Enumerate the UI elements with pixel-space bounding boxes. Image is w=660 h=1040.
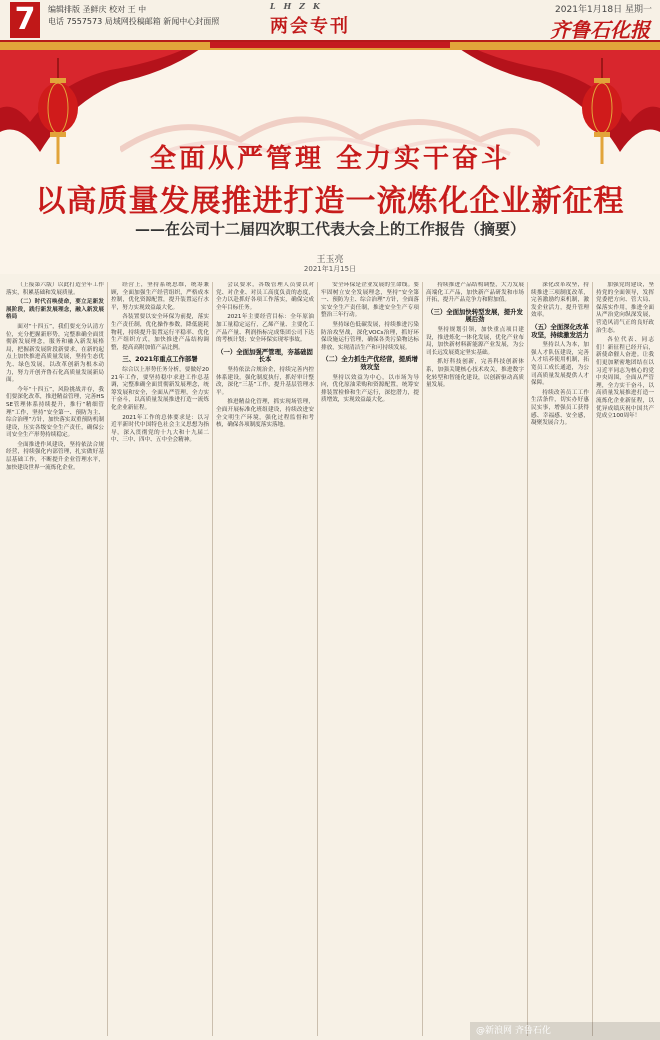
article-column-6 — [531, 282, 589, 1036]
article-column-4 — [321, 282, 419, 1036]
article-column-5 — [426, 282, 524, 1036]
paragraph: 2021年主要经营目标：全年原油加工量稳定运行，乙烯产量、主要化工产品产量、利润指标完成集团公司下达的考核计划；安全环保实现零事故。 — [216, 314, 314, 344]
paragraph: 综合以上形势任务分析，要做好2021年工作，要坚持稳中求进工作总基调，完整准确全面贯彻新发展理念，统筹发展和安全，全面从严管理，全力实干奋斗，以高质量发展推进打造一流炼化企业新征程。 — [111, 366, 209, 411]
paragraph: 坚持绿色低碳发展，持续推进污染防治攻坚战，深化VOCs治理，抓好环保设施运行管理，确保各类污染物达标排放，实现清洁生产和可持续发展。 — [321, 321, 419, 351]
column-divider — [317, 282, 318, 1036]
headline-subtitle: ——在公司十二届四次职工代表大会上的工作报告（摘要） — [134, 220, 525, 238]
section-heading: （一）全面加强严管理，夯基础固长本 — [217, 347, 313, 364]
column-divider — [422, 282, 423, 1036]
headline-secondary: 以高质量发展推进打造一流炼化企业新征程 — [35, 184, 625, 219]
column-divider — [527, 282, 528, 1036]
masthead-bar — [0, 0, 660, 42]
section-heading: 三、2021年重点工作部署 — [122, 355, 198, 364]
editor-line-2: 电话 7557573 局域网投稿邮箱 新闻中心封面照 — [48, 17, 220, 26]
paragraph: 安全环保是企业发展的生命线。要牢固树立安全发展理念，坚持“安全第一、预防为主、综合治理”方针，全面落实安全生产责任制，推进安全生产专项整治三年行动。 — [321, 282, 419, 319]
paragraph: 抓好科技创新，完善科技创新体系，加强关键核心技术攻关，推进数字化转型和智能化建设，以创新驱动高质量发展。 — [426, 359, 524, 389]
paragraph: （上接第六版）以此打造全年工作落实，积累基础和发展质量。 — [6, 282, 104, 296]
paragraph: 面对“十四五”，我们要充分认清方位，充分把握新形势，完整准确全面贯彻新发展理念，服务和融入新发展格局，把握新发展阶段新要求，在新的起点上加快推进高质量发展，坚持生态优先、绿色发展，以改革创新为根本动力，努力开创齐鲁石化高质量发展新局面。 — [6, 323, 104, 384]
article-column-3 — [216, 282, 314, 1036]
section-title: 两会专刊 — [270, 16, 350, 37]
article-column-1 — [6, 282, 104, 1036]
column-divider — [592, 282, 593, 1036]
paragraph: （二）时代召唤使命，要立足新发展阶段，践行新发展理念，融入新发展格局 — [6, 299, 104, 321]
page-number: 7 — [10, 2, 40, 38]
article-author: 王玉亮 — [316, 255, 344, 265]
column-divider — [107, 282, 108, 1036]
top-border-decoration — [210, 42, 450, 52]
paragraph: 经营上，坚持系统思维，统筹兼顾，全面加强生产经营组织，严格成本控制，优化资源配置，提升装置运行水平，努力实现效益最大化。 — [111, 282, 209, 311]
editor-credits — [48, 4, 219, 28]
headline-primary: 全面从严管理 全力实干奋斗 — [149, 144, 511, 174]
report-date: 2021年1月15日 — [303, 265, 357, 273]
paragraph: 推进精益化管理，抓实现场管理，全面开展标准化班组建设，持续改进安全文明生产环境，强化过程监督和考核，确保各项制度落实落地。 — [216, 399, 314, 429]
section-heading: （三）全面加快转型发展，提升发展后劲 — [427, 307, 523, 324]
article-column-7 — [596, 282, 654, 1036]
article-body — [6, 282, 654, 1036]
section-heading: （二）全力抓生产优经营，提质增效攻坚 — [322, 355, 418, 371]
article-column-2 — [111, 282, 209, 1036]
paragraph: 会议要求，各级管理人员要以对党、对企业、对员工高度负责的态度，全力以赴抓好各项工作落实，确保完成全年目标任务。 — [216, 282, 314, 311]
editor-line-1: 编辑排版 圣鲜庆 校对 王 中 — [48, 5, 147, 14]
paragraph: 持续推进产品结构调整，大力发展高端化工产品，加快新产品研发和市场开拓，提升产品竞争力和附加值。 — [426, 282, 524, 304]
column-divider — [212, 282, 213, 1036]
paragraph: 加强党的建设，坚持党的全面领导，发挥党委把方向、管大局、保落实作用，推进全面从严治党向纵深发展，营造风清气正的良好政治生态。 — [596, 282, 654, 334]
newspaper-brand: 齐鲁石化报 — [550, 18, 650, 42]
paragraph: 全面推进作风建设，坚持依法合规经营，持续强化内部管理，扎实做好基层基础工作，不断提升企业管理水平，加快建设世界一流炼化企业。 — [6, 441, 104, 471]
paragraph: 今年“十四五”，风险挑战并存，我们要深化改革，推进精益管理，完善HSSE管理体系持续提升，推行“精细管理”工作，坚持“安全第一、预防为主、综合治理”方针，加快落实双重预防机制建设，压实各级安全生产责任，确保公司安全生产形势持续稳定。 — [6, 386, 104, 439]
paragraph: 各装置要以安全环保为前提，落实生产责任制，优化操作参数，降低能耗物耗，持续提升装置运行平稳率、优化生产组织方式，加快推进产品结构调整，提高高附加值产品比例。 — [111, 314, 209, 351]
paragraph: 各位代表、同志们！新征程已经开启，新使命催人奋进。让我们更加紧密地团结在以习近平同志为核心的党中央周围，全面从严管理，全力实干奋斗，以高质量发展推进打造一流炼化企业新征程，以优异成绩庆祝中国共产党成立100周年！ — [596, 337, 654, 420]
issue-date: 2021年1月18日 星期一 — [555, 5, 652, 15]
paragraph: 坚持依法合规治企，持续完善内控体系建设，强化制度执行，抓好审计整改，深化“三基”工作，提升基层管理水平。 — [216, 366, 314, 396]
paragraph: 坚持以效益为中心，以市场为导向，优化原油采购和资源配置，统筹安排装置检修和生产运行，深挖潜力，提质增效，实现效益最大化。 — [321, 374, 419, 404]
paragraph: 深化改革攻坚，持续推进三项制度改革，完善激励约束机制，激发企业活力，提升管理效率。 — [531, 282, 589, 319]
masthead-code: LHZK — [270, 1, 328, 11]
section-heading: （五）全面深化改革攻坚，持续激发活力 — [531, 322, 589, 339]
watermark-caption: @新浪网 齐鲁石化 — [470, 1022, 660, 1040]
paragraph: 持续改善员工工作生活条件，切实办好惠民实事，增强员工获得感、幸福感、安全感，凝聚发展合力。 — [531, 389, 589, 427]
paragraph: 2021年工作的总体要求是：以习近平新时代中国特色社会主义思想为指导，深入贯彻党的十九大和十九届二中、三中、四中、五中全会精神。 — [111, 414, 209, 444]
paragraph: 坚持以人为本，加强人才队伍建设，完善人才培养使用机制，拓宽员工成长通道，为公司高质量发展提供人才保障。 — [531, 342, 589, 387]
paragraph: 坚持规划引领，加快重点项目建设，推进炼化一体化发展，优化产业布局，加快新材料新能源产业发展，为公司长远发展奠定坚实基础。 — [426, 326, 524, 356]
